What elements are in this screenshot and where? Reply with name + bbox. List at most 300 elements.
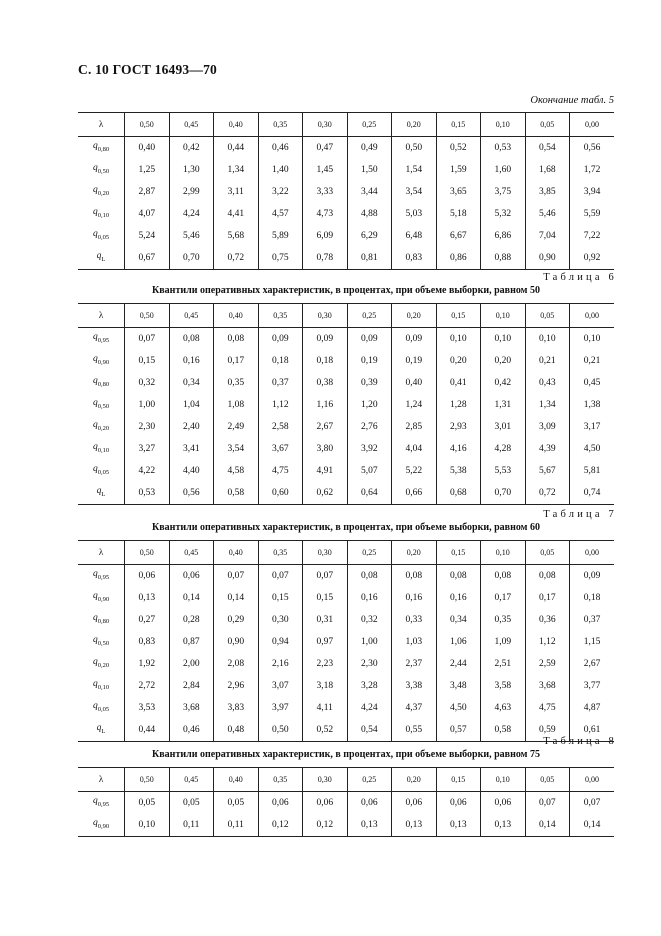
- table-cell: 2,96: [214, 675, 259, 697]
- row-label: [78, 372, 125, 394]
- table-row: [78, 482, 614, 505]
- table-cell: 4,50: [436, 697, 481, 719]
- table-cell: 0,06: [392, 792, 437, 815]
- table-cell: 0,49: [347, 137, 392, 160]
- table-cell: 0,40: [392, 372, 437, 394]
- table-cell: 0,12: [258, 814, 303, 837]
- table-cell: 0,15: [303, 587, 348, 609]
- table-cell: 1,16: [303, 394, 348, 416]
- table-7: [78, 508, 617, 742]
- quantile-symbol: q: [92, 398, 98, 408]
- table-cell: 3,18: [303, 675, 348, 697]
- row-label: [78, 792, 125, 815]
- row-label: [78, 631, 125, 653]
- row-label: [78, 181, 125, 203]
- table-cell: 0,36: [525, 609, 570, 631]
- table-cell: 4,41: [214, 203, 259, 225]
- table-cell: 3,07: [258, 675, 303, 697]
- table-cell: 1,34: [214, 159, 259, 181]
- row-label: [78, 814, 125, 837]
- table-cell: 1,34: [525, 394, 570, 416]
- table-cell: 0,05: [125, 792, 170, 815]
- table-row: [78, 460, 614, 482]
- table-row: [78, 137, 614, 160]
- quantile-symbol: q: [96, 486, 102, 496]
- lambda-value: 0,30: [303, 541, 348, 565]
- table-cell: 0,11: [214, 814, 259, 837]
- table-cell: 4,39: [525, 438, 570, 460]
- table-cell: 0,16: [392, 587, 437, 609]
- table-cell: 0,88: [481, 247, 526, 270]
- table-cell: 0,06: [303, 792, 348, 815]
- table-cell: 0,27: [125, 609, 170, 631]
- table-row: [78, 159, 614, 181]
- header-row: [78, 541, 614, 565]
- table-cell: 4,91: [303, 460, 348, 482]
- table-row: [78, 438, 614, 460]
- table-cell: 1,30: [169, 159, 214, 181]
- table-cell: 0,06: [125, 565, 170, 588]
- lambda-value: 0,40: [214, 768, 259, 792]
- table-cell: 3,01: [481, 416, 526, 438]
- lambda-value: 0,20: [392, 768, 437, 792]
- lambda-header: λ: [78, 113, 125, 137]
- quantile-subscript: 0,05: [97, 234, 110, 241]
- lambda-value: 0,40: [214, 304, 259, 328]
- table-cell: 0,07: [214, 565, 259, 588]
- table-row: [78, 814, 614, 837]
- table-cell: 4,22: [125, 460, 170, 482]
- table-cell: 1,25: [125, 159, 170, 181]
- table-cell: 0,10: [436, 328, 481, 351]
- table-cell: 1,06: [436, 631, 481, 653]
- table-cell: 0,16: [436, 587, 481, 609]
- table-5-end: [78, 112, 614, 270]
- table-cell: 5,18: [436, 203, 481, 225]
- table-cell: 0,52: [303, 719, 348, 742]
- lambda-header: λ: [78, 768, 125, 792]
- table-cell: 3,28: [347, 675, 392, 697]
- table-cell: 0,14: [169, 587, 214, 609]
- table-cell: 4,63: [481, 697, 526, 719]
- table-cell: 3,83: [214, 697, 259, 719]
- table-cell: 1,00: [125, 394, 170, 416]
- table-row: [78, 792, 614, 815]
- table-cell: 0,18: [303, 350, 348, 372]
- table-cell: 3,58: [481, 675, 526, 697]
- quantile-subscript: 0,80: [97, 146, 110, 153]
- table-cell: 0,34: [169, 372, 214, 394]
- table-cell: 0,08: [481, 565, 526, 588]
- table-cell: 0,13: [481, 814, 526, 837]
- row-label: [78, 565, 125, 588]
- table-row: [78, 631, 614, 653]
- quantile-subscript: L: [101, 256, 106, 263]
- row-label: [78, 394, 125, 416]
- table-cell: 0,29: [214, 609, 259, 631]
- table-title: Квантили оперативных характеристик, в процентах, при объеме выборки, равном 60: [152, 522, 540, 533]
- table-cell: 5,32: [481, 203, 526, 225]
- lambda-header: λ: [78, 541, 125, 565]
- table-cell: 0,40: [125, 137, 170, 160]
- table-cell: 2,37: [392, 653, 437, 675]
- table-row: [78, 181, 614, 203]
- table-cell: 5,67: [525, 460, 570, 482]
- row-label: [78, 416, 125, 438]
- table-cell: 3,92: [347, 438, 392, 460]
- quantile-symbol: q: [92, 635, 98, 645]
- row-label: [78, 482, 125, 505]
- table-cell: 3,53: [125, 697, 170, 719]
- quantile-symbol: q: [92, 185, 98, 195]
- table-cell: 1,50: [347, 159, 392, 181]
- table-row: [78, 225, 614, 247]
- table-cell: 1,08: [214, 394, 259, 416]
- header-row: [78, 304, 614, 328]
- table-cell: 3,54: [392, 181, 437, 203]
- quantile-table: [78, 767, 614, 837]
- table-cell: 0,46: [258, 137, 303, 160]
- quantile-subscript: 0,90: [97, 596, 110, 603]
- quantile-subscript: 0,90: [97, 823, 110, 830]
- table-cell: 0,17: [214, 350, 259, 372]
- table-row: [78, 416, 614, 438]
- quantile-subscript: 0,05: [97, 469, 110, 476]
- table-cell: 0,09: [347, 328, 392, 351]
- table-cell: 5,81: [570, 460, 615, 482]
- table-cell: 4,75: [258, 460, 303, 482]
- table-cell: 6,86: [481, 225, 526, 247]
- quantile-symbol: q: [92, 657, 98, 667]
- table-cell: 5,46: [169, 225, 214, 247]
- table-cell: 1,28: [436, 394, 481, 416]
- lambda-value: 0,15: [436, 768, 481, 792]
- table-row: [78, 394, 614, 416]
- table-cell: 0,42: [169, 137, 214, 160]
- table-cell: 0,35: [481, 609, 526, 631]
- table-cell: 4,24: [347, 697, 392, 719]
- quantile-subscript: 0,90: [97, 359, 110, 366]
- table-cell: 2,51: [481, 653, 526, 675]
- lambda-value: 0,00: [570, 113, 615, 137]
- table-cell: 0,11: [169, 814, 214, 837]
- table-cell: 2,59: [525, 653, 570, 675]
- table-cell: 0,18: [258, 350, 303, 372]
- table-cell: 4,73: [303, 203, 348, 225]
- lambda-value: 0,35: [258, 768, 303, 792]
- table-cell: 0,13: [436, 814, 481, 837]
- lambda-value: 0,00: [570, 768, 615, 792]
- lambda-value: 0,10: [481, 541, 526, 565]
- table-cell: 0,68: [436, 482, 481, 505]
- table-number: Таблица 7: [543, 509, 617, 520]
- quantile-symbol: q: [92, 796, 98, 806]
- table-cell: 0,15: [125, 350, 170, 372]
- table-title: Квантили оперативных характеристик, в процентах, при объеме выборки, равном 75: [152, 749, 540, 760]
- lambda-value: 0,20: [392, 113, 437, 137]
- lambda-value: 0,15: [436, 541, 481, 565]
- table-cell: 0,66: [392, 482, 437, 505]
- row-label: [78, 653, 125, 675]
- table-cell: 3,48: [436, 675, 481, 697]
- lambda-value: 0,00: [570, 304, 615, 328]
- table-cell: 0,61: [570, 719, 615, 742]
- table-cell: 0,48: [214, 719, 259, 742]
- quantile-symbol: q: [92, 420, 98, 430]
- table-cell: 0,90: [525, 247, 570, 270]
- table-cell: 0,58: [214, 482, 259, 505]
- table-cell: 3,27: [125, 438, 170, 460]
- quantile-symbol: q: [92, 701, 98, 711]
- table-cell: 2,85: [392, 416, 437, 438]
- table-cell: 2,30: [125, 416, 170, 438]
- table-cell: 0,59: [525, 719, 570, 742]
- table-row: [78, 328, 614, 351]
- table-cell: 0,32: [347, 609, 392, 631]
- table-cell: 0,05: [214, 792, 259, 815]
- lambda-value: 0,45: [169, 113, 214, 137]
- lambda-value: 0,50: [125, 768, 170, 792]
- table-cell: 2,30: [347, 653, 392, 675]
- table-cell: 0,07: [125, 328, 170, 351]
- quantile-subscript: 0,10: [97, 212, 110, 219]
- row-label: [78, 587, 125, 609]
- table-cell: 0,07: [303, 565, 348, 588]
- table-cell: 0,21: [570, 350, 615, 372]
- table-cell: 0,09: [303, 328, 348, 351]
- table-cell: 2,67: [303, 416, 348, 438]
- quantile-subscript: 0,80: [97, 618, 110, 625]
- table-row: [78, 609, 614, 631]
- row-label: [78, 350, 125, 372]
- lambda-value: 0,30: [303, 113, 348, 137]
- table-cell: 3,75: [481, 181, 526, 203]
- table-cell: 4,16: [436, 438, 481, 460]
- row-label: [78, 159, 125, 181]
- table-cell: 0,53: [125, 482, 170, 505]
- table-cell: 4,40: [169, 460, 214, 482]
- table-cell: 6,67: [436, 225, 481, 247]
- table-cell: 0,17: [525, 587, 570, 609]
- table-cell: 0,19: [392, 350, 437, 372]
- table-cell: 0,08: [525, 565, 570, 588]
- table-8: [78, 735, 617, 837]
- row-label: [78, 438, 125, 460]
- table-cell: 0,30: [258, 609, 303, 631]
- table-cell: 0,18: [570, 587, 615, 609]
- table-cell: 3,22: [258, 181, 303, 203]
- quantile-subscript: 0,20: [97, 190, 110, 197]
- row-label: [78, 697, 125, 719]
- lambda-value: 0,45: [169, 304, 214, 328]
- table-cell: 1,92: [125, 653, 170, 675]
- table-cell: 0,38: [303, 372, 348, 394]
- table-cell: 4,07: [125, 203, 170, 225]
- table-cell: 4,75: [525, 697, 570, 719]
- quantile-subscript: 0,05: [97, 706, 110, 713]
- table-cell: 0,14: [214, 587, 259, 609]
- table-cell: 0,50: [258, 719, 303, 742]
- row-label: [78, 328, 125, 351]
- lambda-value: 0,40: [214, 113, 259, 137]
- table-cell: 3,17: [570, 416, 615, 438]
- table-cell: 1,20: [347, 394, 392, 416]
- table-cell: 4,88: [347, 203, 392, 225]
- quantile-symbol: q: [92, 332, 98, 342]
- table-cell: 0,20: [436, 350, 481, 372]
- table-cell: 3,68: [525, 675, 570, 697]
- table-cell: 0,74: [570, 482, 615, 505]
- table-cell: 0,34: [436, 609, 481, 631]
- table-cell: 0,57: [436, 719, 481, 742]
- table-cell: 5,22: [392, 460, 437, 482]
- table-cell: 4,58: [214, 460, 259, 482]
- table-cell: 0,15: [258, 587, 303, 609]
- table-row: [78, 350, 614, 372]
- table-cell: 5,46: [525, 203, 570, 225]
- table-cell: 6,29: [347, 225, 392, 247]
- lambda-value: 0,50: [125, 541, 170, 565]
- table-row: [78, 587, 614, 609]
- table-cell: 0,13: [125, 587, 170, 609]
- quantile-symbol: q: [92, 464, 98, 474]
- quantile-subscript: 0,10: [97, 684, 110, 691]
- table-cell: 2,49: [214, 416, 259, 438]
- table-cell: 0,31: [303, 609, 348, 631]
- lambda-value: 0,35: [258, 113, 303, 137]
- quantile-symbol: q: [92, 354, 98, 364]
- table-row: [78, 203, 614, 225]
- table-cell: 0,08: [169, 328, 214, 351]
- quantile-symbol: q: [92, 141, 98, 151]
- table-cell: 0,28: [169, 609, 214, 631]
- table-cell: 0,06: [169, 565, 214, 588]
- quantile-symbol: q: [92, 376, 98, 386]
- row-label: [78, 137, 125, 160]
- table-cell: 0,43: [525, 372, 570, 394]
- table-cell: 5,68: [214, 225, 259, 247]
- table-cell: 1,00: [347, 631, 392, 653]
- table-cell: 0,60: [258, 482, 303, 505]
- table-cell: 3,67: [258, 438, 303, 460]
- lambda-value: 0,15: [436, 113, 481, 137]
- quantile-table: [78, 540, 614, 742]
- table-cell: 0,81: [347, 247, 392, 270]
- quantile-symbol: q: [92, 569, 98, 579]
- quantile-subscript: 0,50: [97, 403, 110, 410]
- table-cell: 3,68: [169, 697, 214, 719]
- lambda-value: 0,20: [392, 304, 437, 328]
- table-cell: 0,75: [258, 247, 303, 270]
- table-6: [78, 271, 617, 505]
- table-cell: 3,80: [303, 438, 348, 460]
- lambda-value: 0,50: [125, 113, 170, 137]
- lambda-value: 0,25: [347, 304, 392, 328]
- table-cell: 1,09: [481, 631, 526, 653]
- table-cell: 6,48: [392, 225, 437, 247]
- table-cell: 1,24: [392, 394, 437, 416]
- lambda-value: 0,05: [525, 113, 570, 137]
- table-cell: 3,65: [436, 181, 481, 203]
- table-cell: 0,10: [125, 814, 170, 837]
- table-cell: 4,28: [481, 438, 526, 460]
- table-cell: 0,83: [392, 247, 437, 270]
- table-cell: 0,50: [392, 137, 437, 160]
- table-cell: 3,94: [570, 181, 615, 203]
- table-cell: 5,38: [436, 460, 481, 482]
- table-cell: 1,38: [570, 394, 615, 416]
- table-cell: 0,70: [481, 482, 526, 505]
- table-cell: 1,59: [436, 159, 481, 181]
- table-cell: 4,57: [258, 203, 303, 225]
- table-cell: 0,83: [125, 631, 170, 653]
- lambda-value: 0,05: [525, 768, 570, 792]
- table-cell: 0,44: [125, 719, 170, 742]
- table-cell: 0,54: [347, 719, 392, 742]
- lambda-value: 0,05: [525, 304, 570, 328]
- table-cell: 0,09: [258, 328, 303, 351]
- table-cell: 0,90: [214, 631, 259, 653]
- row-label: [78, 609, 125, 631]
- table-cell: 0,08: [214, 328, 259, 351]
- table-cell: 5,59: [570, 203, 615, 225]
- page-header: С. 10 ГОСТ 16493—70: [78, 62, 217, 77]
- lambda-value: 0,10: [481, 304, 526, 328]
- lambda-value: 0,45: [169, 541, 214, 565]
- table-cell: 0,10: [570, 328, 615, 351]
- table-row: [78, 372, 614, 394]
- table-cell: 0,37: [258, 372, 303, 394]
- table-cell: 2,72: [125, 675, 170, 697]
- quantile-symbol: q: [96, 723, 102, 733]
- quantile-symbol: q: [96, 251, 102, 261]
- table-cell: 0,54: [525, 137, 570, 160]
- table-cell: 0,12: [303, 814, 348, 837]
- table-cell: 2,44: [436, 653, 481, 675]
- table-cell: 0,09: [392, 328, 437, 351]
- row-label: [78, 203, 125, 225]
- table-cell: 0,10: [481, 328, 526, 351]
- table-cell: 0,56: [570, 137, 615, 160]
- table-cell: 0,08: [436, 565, 481, 588]
- table-cell: 0,58: [481, 719, 526, 742]
- quantile-symbol: q: [92, 679, 98, 689]
- table-cell: 5,24: [125, 225, 170, 247]
- lambda-value: 0,25: [347, 541, 392, 565]
- table-cell: 0,64: [347, 482, 392, 505]
- table-cell: 0,94: [258, 631, 303, 653]
- table-cell: 5,03: [392, 203, 437, 225]
- table-cell: 1,03: [392, 631, 437, 653]
- table-cell: 0,13: [392, 814, 437, 837]
- table-cell: 0,46: [169, 719, 214, 742]
- table-cell: 3,41: [169, 438, 214, 460]
- table-cell: 3,38: [392, 675, 437, 697]
- header-row: [78, 768, 614, 792]
- table-row: [78, 565, 614, 588]
- quantile-subscript: 0,95: [97, 574, 110, 581]
- quantile-symbol: q: [92, 229, 98, 239]
- quantile-symbol: q: [92, 163, 98, 173]
- lambda-value: 0,35: [258, 541, 303, 565]
- lambda-value: 0,30: [303, 768, 348, 792]
- table-number: Таблица 6: [543, 272, 617, 283]
- table-cell: 0,06: [258, 792, 303, 815]
- table-cell: 4,11: [303, 697, 348, 719]
- table-cell: 0,19: [347, 350, 392, 372]
- table-cell: 5,07: [347, 460, 392, 482]
- table-cell: 0,21: [525, 350, 570, 372]
